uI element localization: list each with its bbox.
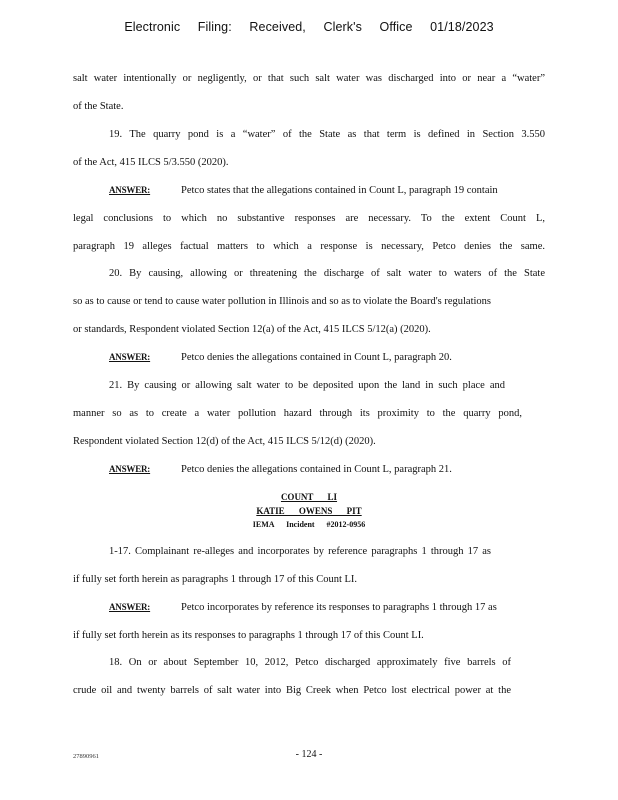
paragraph-21-line: manner so as to create a water pollution hazard through its proximity to the quarry pond, — [73, 408, 522, 419]
count-subtitle: KATIE OWENS PIT — [256, 506, 362, 516]
answer-20-row — [109, 352, 545, 363]
paragraph-20-line: or standards, Respondent violated Section 12(a) of the Act, 415 ILCS 5/12(a) (2020). — [73, 324, 431, 335]
answer-19-row — [109, 185, 545, 196]
answer-19-line: legal conclusions to which no substantive responses are necessary. To the extent Count L, — [73, 213, 545, 224]
paragraph-20-line: so as to cause or tend to cause water pollution in Illinois and so as to violate the Board's regulations — [73, 296, 492, 307]
answer-label: ANSWER: — [109, 464, 151, 474]
count-title: COUNT LI — [280, 492, 338, 502]
paragraph-21-line: 21. By causing or allowing salt water to be deposited upon the land in such place and — [109, 380, 505, 391]
paragraph-line: of the State. — [73, 101, 124, 112]
answer-label: ANSWER: — [109, 602, 151, 612]
paragraph-1-17-line: if fully set forth herein as paragraphs 1 through 17 of this Count LI. — [73, 574, 358, 585]
answer-text: Petco states that the allegations contained in Count L, paragraph 19 contain — [181, 185, 498, 196]
paragraph-1-17-line: 1-17. Complainant re-alleges and incorporates by reference paragraphs 1 through 17 as — [109, 546, 491, 557]
answer-text: Petco incorporates by reference its responses to paragraphs 1 through 17 as — [181, 602, 497, 613]
paragraph-21-line: Respondent violated Section 12(d) of the Act, 415 ILCS 5/12(d) (2020). — [73, 436, 376, 447]
paragraph-18-line: 18. On or about September 10, 2012, Petco discharged approximately five barrels of — [109, 657, 511, 668]
paragraph-19-line: 19. The quarry pond is a “water” of the State as that term is defined in Section 3.550 — [109, 129, 545, 140]
paragraph-line: salt water intentionally or negligently, or that such salt water was discharged into or near a “water” — [73, 73, 545, 84]
answer-19-line: paragraph 19 alleges factual matters to which a response is necessary, Petco denies the same. — [73, 241, 545, 252]
answer-label: ANSWER: — [109, 185, 151, 195]
paragraph-19-line: of the Act, 415 ILCS 5/3.550 (2020). — [73, 157, 229, 168]
paragraph-20-line: 20. By causing, allowing or threatening the discharge of salt water to waters of the State — [109, 268, 545, 279]
answer-1-17-line: if fully set forth herein as its responses to paragraphs 1 through 17 of this Count LI. — [73, 630, 424, 641]
answer-1-17-row — [109, 602, 545, 613]
answer-text: Petco denies the allegations contained in Count L, paragraph 20. — [181, 352, 452, 363]
page-number: - 124 - — [295, 749, 323, 760]
answer-label: ANSWER: — [109, 352, 151, 362]
count-incident: IEMA Incident #2012-0956 — [252, 520, 366, 529]
paragraph-18-line: crude oil and twenty barrels of salt water into Big Creek when Petco lost electrical power at the — [73, 685, 511, 696]
answer-text: Petco denies the allegations contained in Count L, paragraph 21. — [181, 464, 452, 475]
answer-21-row — [109, 464, 545, 475]
document-id: 27890961 — [73, 753, 99, 760]
filing-stamp-header: Electronic Filing: Received, Clerk's Office 01/18/2023 — [124, 20, 494, 34]
